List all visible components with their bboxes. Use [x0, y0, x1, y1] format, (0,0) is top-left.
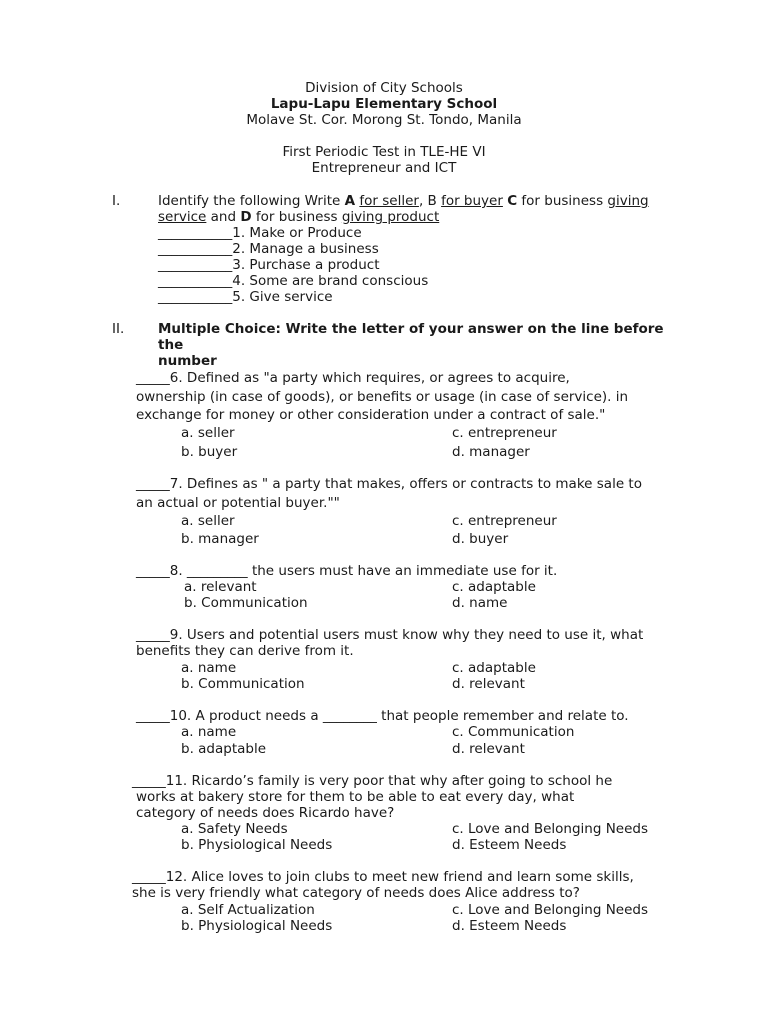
question-9-text: _____9. Users and potential users must know why they need to use it, what benefits they can derive from it.	[136, 627, 644, 659]
q9-option-a: a. name	[181, 660, 237, 676]
school-name: Lapu-Lapu Elementary School	[270, 96, 498, 112]
q9-option-b: b. Communication	[181, 676, 305, 692]
section-2-numeral: II.	[112, 321, 125, 337]
q11-option-b: b. Physiological Needs	[181, 837, 333, 853]
q8-option-b: b. Communication	[184, 595, 308, 611]
q6-option-a: a. seller	[181, 425, 235, 441]
q7-option-a: a. seller	[181, 513, 235, 529]
school-address: Molave St. Cor. Morong St. Tondo, Manila	[246, 112, 522, 128]
q6-option-d: d. manager	[452, 444, 530, 460]
q10-option-a: a. name	[181, 724, 237, 740]
q7-option-d: d. buyer	[452, 531, 509, 547]
q9-option-d: d. relevant	[452, 676, 525, 692]
question-11-text: _____11. Ricardo’s family is very poor that why after going to school he works at bakery store for them to be able to eat every day, what category of needs does Ricardo have?	[132, 773, 613, 821]
identify-item-5: ___________5. Give service	[158, 289, 333, 305]
q10-option-b: b. adaptable	[181, 741, 267, 757]
q11-option-c: c. Love and Belonging Needs	[452, 821, 649, 837]
test-title: First Periodic Test in TLE-HE VI	[282, 144, 486, 160]
section-1-numeral: I.	[112, 193, 121, 209]
identify-item-3: ___________3. Purchase a product	[158, 257, 380, 273]
question-12-text: _____12. Alice loves to join clubs to meet new friend and learn some skills, she is very friendly what category of needs does Alice address to?	[132, 869, 634, 901]
q6-option-c: c. entrepreneur	[452, 425, 557, 441]
q6-option-b: b. buyer	[181, 444, 238, 460]
q8-option-d: d. name	[452, 595, 508, 611]
identify-item-2: ___________2. Manage a business	[158, 241, 379, 257]
identify-item-4: ___________4. Some are brand conscious	[158, 273, 429, 289]
q8-option-c: c. adaptable	[452, 579, 536, 595]
question-10-text: _____10. A product needs a ________ that people remember and relate to.	[136, 708, 629, 724]
division-title: Division of City Schools	[305, 80, 463, 96]
q12-option-d: d. Esteem Needs	[452, 918, 567, 934]
q12-option-c: c. Love and Belonging Needs	[452, 902, 649, 918]
q8-option-a: a. relevant	[184, 579, 257, 595]
q12-option-a: a. Self Actualization	[181, 902, 315, 918]
q12-option-b: b. Physiological Needs	[181, 918, 333, 934]
q10-option-c: c. Communication	[452, 724, 575, 740]
question-6-text: _____6. Defined as "a party which requires, or agrees to acquire, ownership (in case of goods), or benefits or usage (in case of service). in exchange for money or other consideration under a contract of sale."	[136, 370, 629, 423]
q11-option-a: a. Safety Needs	[181, 821, 288, 837]
q7-option-b: b. manager	[181, 531, 259, 547]
section-1-instructions: Identify the following Write A for seller, B for buyer C for business giving service and D for business giving product	[158, 193, 649, 225]
identify-item-1: ___________1. Make or Produce	[158, 225, 362, 241]
q9-option-c: c. adaptable	[452, 660, 536, 676]
test-subject: Entrepreneur and ICT	[311, 160, 457, 176]
q10-option-d: d. relevant	[452, 741, 525, 757]
q11-option-d: d. Esteem Needs	[452, 837, 567, 853]
question-7-text: _____7. Defines as " a party that makes, offers or contracts to make sale to an actual or potential buyer.""	[136, 476, 642, 511]
section-2-instructions: Multiple Choice: Write the letter of your answer on the line before the number	[158, 321, 664, 369]
q7-option-c: c. entrepreneur	[452, 513, 557, 529]
question-8-text: _____8. _________ the users must have an immediate use for it.	[136, 563, 558, 579]
